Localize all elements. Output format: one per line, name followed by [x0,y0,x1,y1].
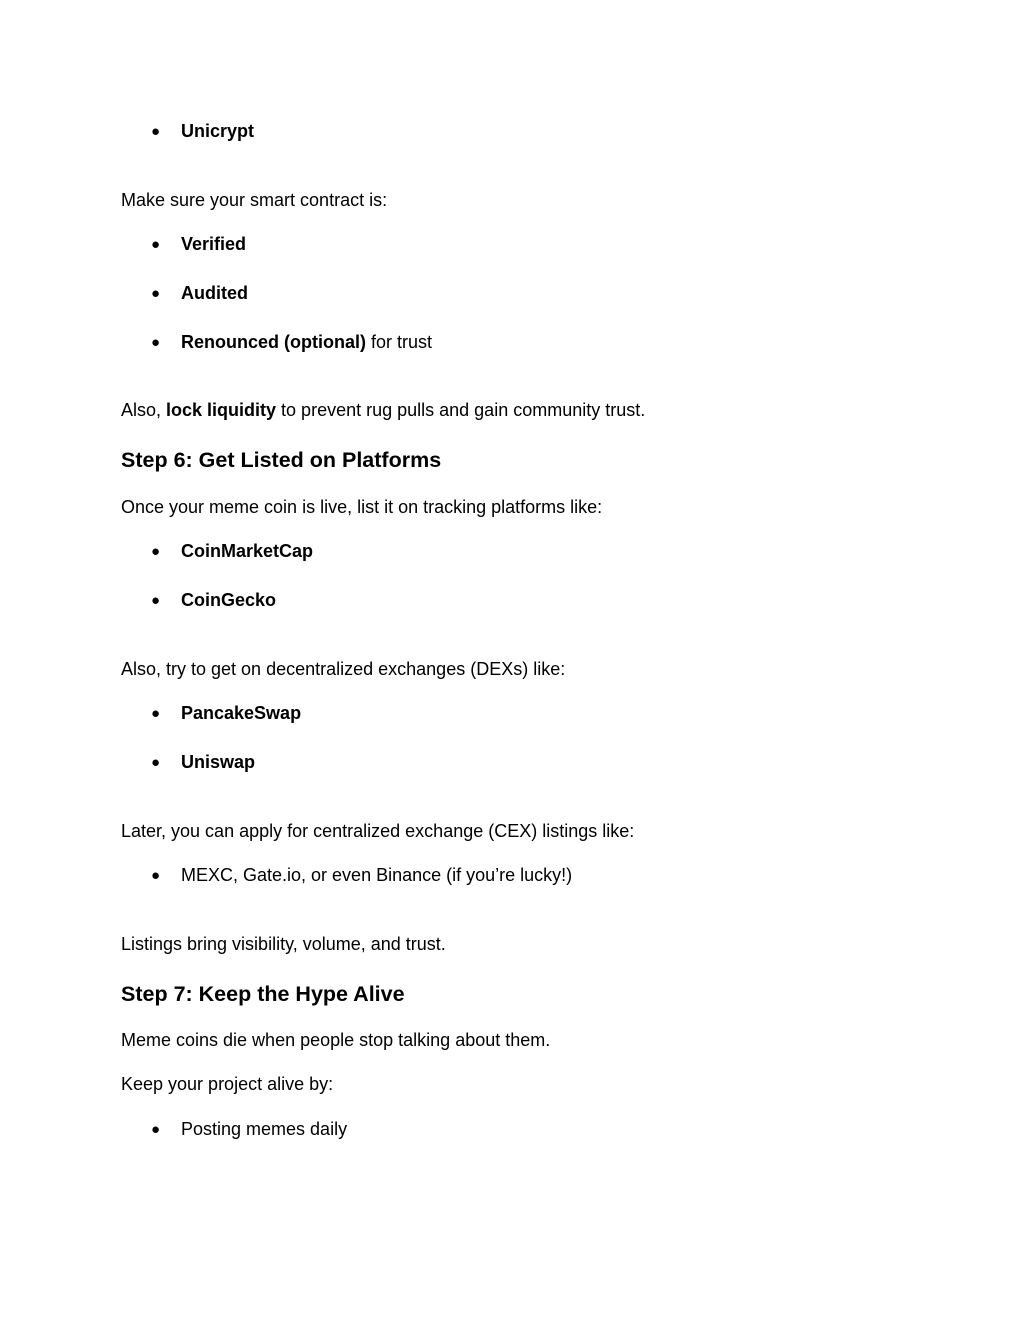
heading-step-7: Step 7: Keep the Hype Alive [121,982,405,1006]
list-item-cex-exchanges [151,864,572,887]
bullet-icon: ● [151,123,161,140]
list-item-verified [151,233,246,256]
paragraph-dex-intro: Also, try to get on decentralized exchanges (DEXs) like: [121,659,566,679]
bullet-icon: ● [151,754,161,771]
bullet-icon: ● [151,867,161,884]
list-item-label: Verified [181,234,247,254]
paragraph-listings-closing: Listings bring visibility, volume, and trust. [121,934,446,954]
list-item-label: Audited [181,283,248,303]
list-item-label: Uniswap [181,752,256,772]
list-item-posting-memes [151,1118,347,1141]
bullet-icon: ● [151,285,161,302]
paragraph-keep-alive-intro: Keep your project alive by: [121,1074,334,1094]
heading-step-6: Step 6: Get Listed on Platforms [121,448,442,472]
paragraph-cex-intro: Later, you can apply for centralized exchange (CEX) listings like: [121,821,635,841]
list-item-unicrypt [151,120,254,143]
list-item-coinmarketcap [151,540,313,563]
list-item-coingecko [151,589,276,612]
bullet-icon: ● [151,334,161,351]
list-item-label: MEXC, Gate.io, or even Binance (if you’re lucky!) [181,865,573,885]
list-item-audited [151,282,248,305]
paragraph-lock-liquidity [121,399,645,421]
list-item-pancakeswap [151,702,301,725]
paragraph-hype-intro: Meme coins die when people stop talking about them. [121,1030,551,1050]
list-item-label: CoinMarketCap [181,541,314,561]
list-item-label: CoinGecko [181,590,277,610]
bullet-icon: ● [151,592,161,609]
list-item-suffix: for trust [365,332,432,352]
list-item-label: Renounced (optional) [181,332,366,352]
list-item-label: PancakeSwap [181,703,302,723]
bullet-icon: ● [151,543,161,560]
bullet-icon: ● [151,236,161,253]
list-item-renounced [151,331,432,354]
paragraph-text: to prevent rug pulls and gain community trust. [276,400,646,420]
list-item-label: Unicrypt [181,121,255,141]
paragraph-emphasis: lock liquidity [166,400,277,420]
bullet-icon: ● [151,705,161,722]
paragraph-text: Also, [121,400,167,420]
list-item-uniswap [151,751,255,774]
paragraph-tracking-intro: Once your meme coin is live, list it on tracking platforms like: [121,497,603,517]
bullet-icon: ● [151,1121,161,1138]
list-item-label: Posting memes daily [181,1119,348,1139]
paragraph-contract-intro: Make sure your smart contract is: [121,190,388,210]
